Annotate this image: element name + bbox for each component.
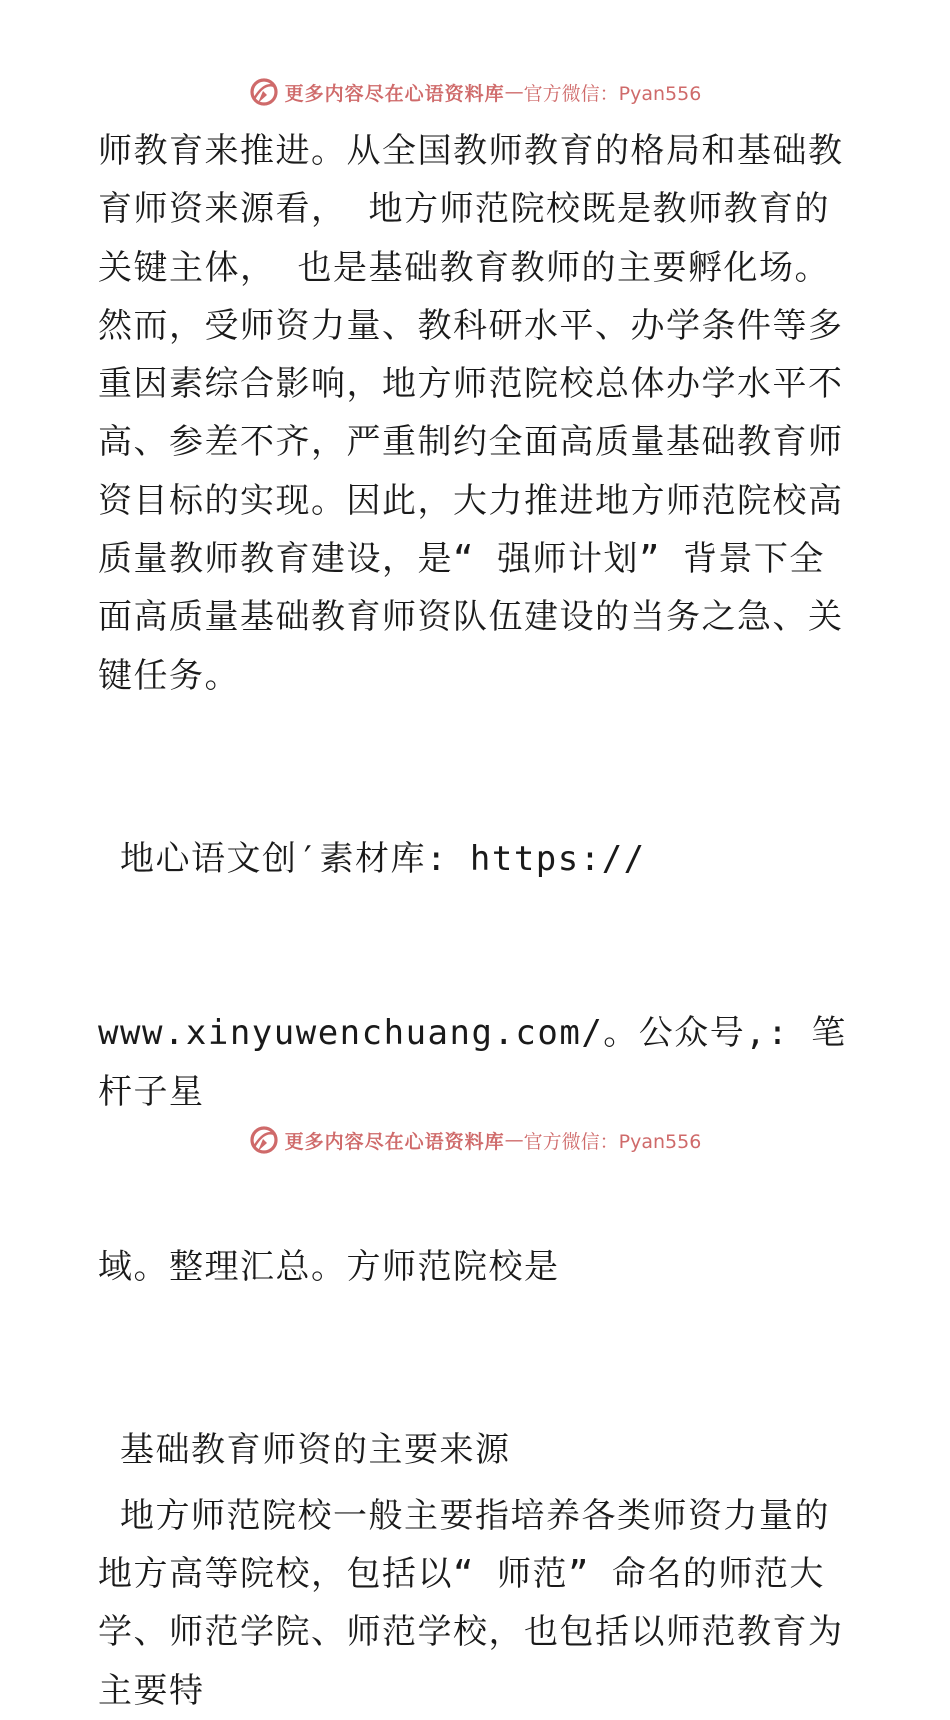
brand-logo-icon [249,1125,279,1155]
paragraph-2 [98,713,858,1413]
header-watermark-wechat: 官方微信：Pyan556 [523,82,702,105]
paragraph-2-line-3: 域。整理汇总。方师范院校是 [98,1246,560,1287]
footer-watermark [0,1120,950,1160]
paragraph-4: 地方师范院校一般主要指培养各类师资力量的地方高等院校，包括以“ 师范” 命名的师范大学、师范学院、师范学校，也包括以师范教育为主要特 [98,1495,844,1711]
brand-logo-icon [249,77,279,107]
paragraph-1: 师教育来推进。从全国教师教育的格局和基础教育师资来源看， 地方师范院校既是教师教育的关键主体， 也是基础教育教师的主要孵化场。然而，受师资力量、教科研水平、办学条件等多重因素综合影响，地方师范院校总体办学水平不高、参差不齐，严重制约全面高质量基础教育师资目标的实现。因此，大力推进地方师范院校高质量教师教育建设，是“ 强师计划” 背景下全面高质量基础教育师资队伍建设的当务之急、关键任务。 [98,131,844,696]
section-heading: 基础教育师资的主要来源 [98,1429,511,1470]
document-body [98,122,858,1720]
header-watermark [0,72,950,112]
footer-watermark-text: 更多内容尽在心语资料库 [284,1130,505,1153]
header-watermark-text: 更多内容尽在心语资料库 [284,82,505,105]
footer-watermark-dash: — [504,1129,524,1151]
paragraph-2-line-2: www.xinyuwenchuang.com/。公众号,: 笔杆子星 [98,1013,847,1112]
paragraph-2-line-1: 地心语文创′素材库: https:// [98,838,646,879]
header-watermark-dash: — [504,81,524,103]
footer-watermark-wechat: 官方微信：Pyan556 [523,1130,702,1153]
